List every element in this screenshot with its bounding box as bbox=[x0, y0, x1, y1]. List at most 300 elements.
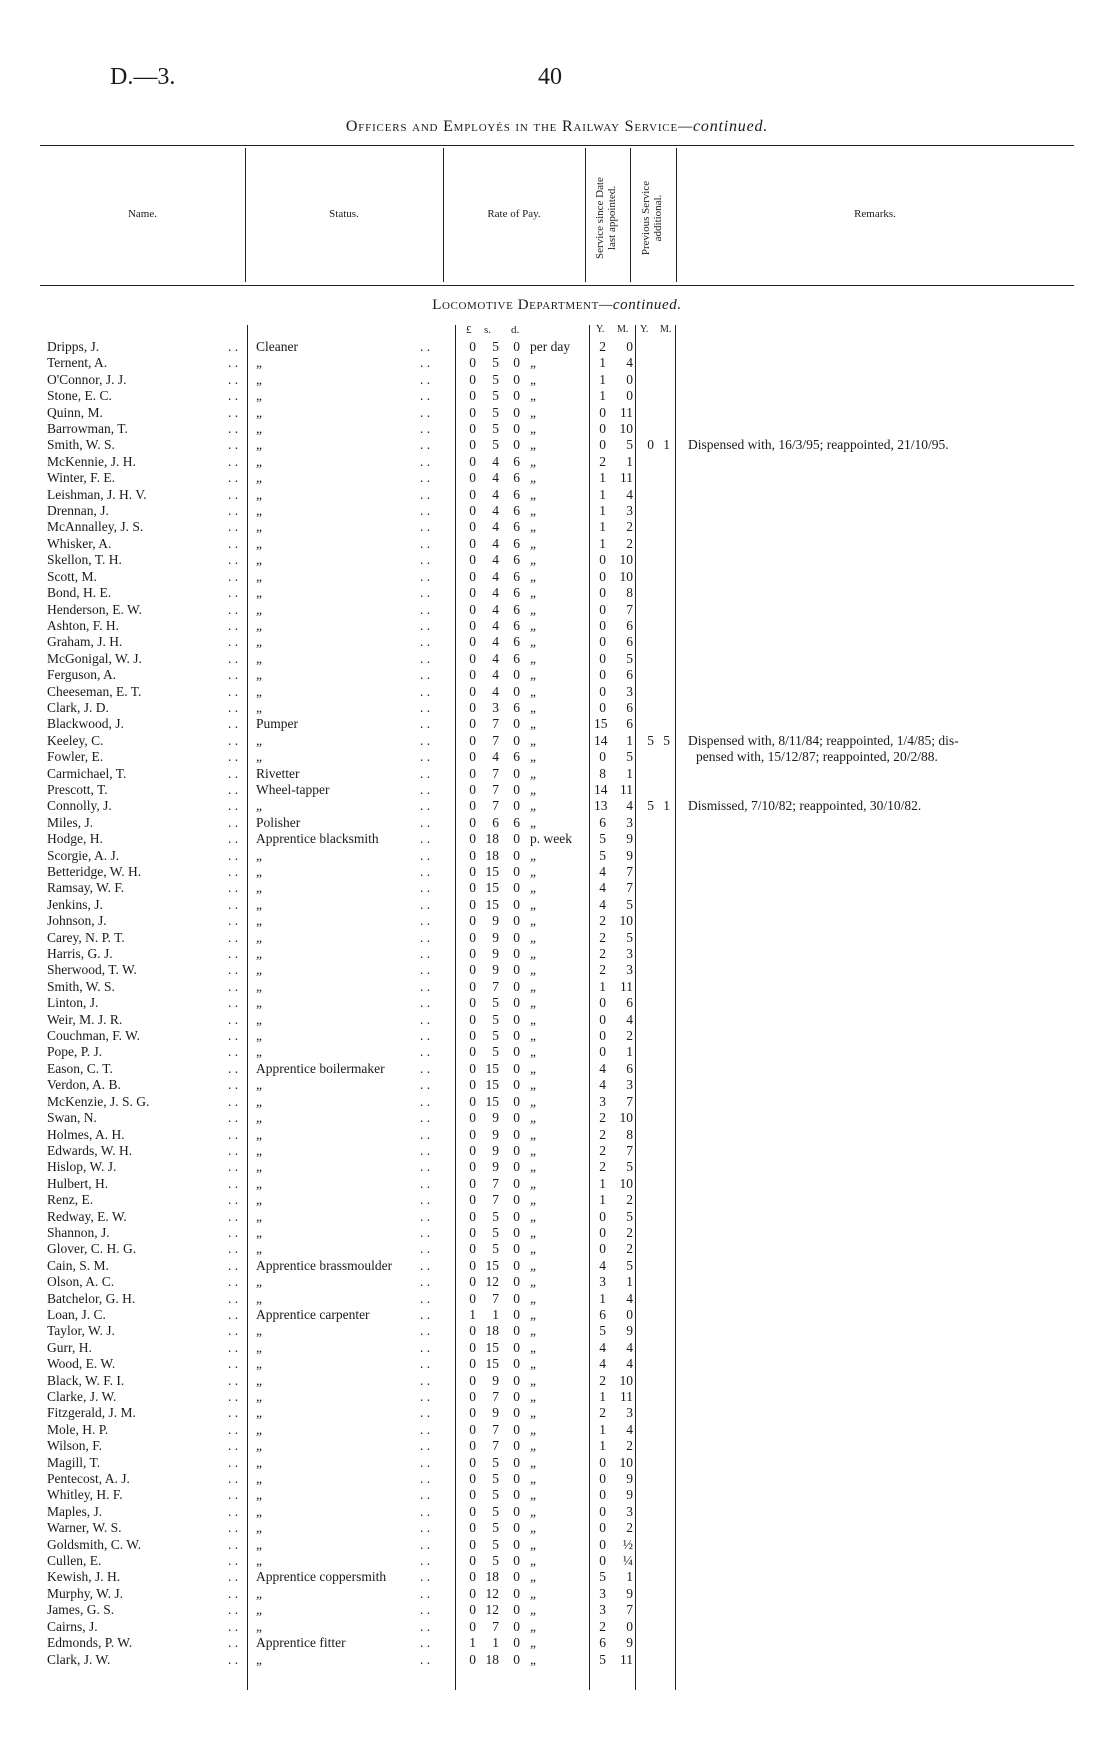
pay-period: „ bbox=[530, 1126, 536, 1142]
leader-dots: . . bbox=[420, 1060, 431, 1076]
pay-pence: 6 bbox=[513, 486, 520, 502]
pay-period: „ bbox=[530, 1438, 536, 1454]
pay-shillings: 15 bbox=[485, 1257, 499, 1273]
employee-name: Hulbert, H. bbox=[47, 1175, 109, 1191]
pay-period: „ bbox=[530, 667, 536, 683]
employee-name: Murphy, W. J. bbox=[47, 1585, 124, 1601]
service-years: 0 bbox=[599, 585, 606, 601]
table-row bbox=[0, 1438, 1114, 1454]
leader-dots: . . bbox=[228, 765, 239, 781]
service-years: 0 bbox=[599, 1487, 606, 1503]
leader-dots: . . bbox=[228, 1011, 239, 1027]
employee-status: „ bbox=[256, 371, 262, 387]
service-months: 6 bbox=[626, 1060, 633, 1076]
table-row bbox=[0, 913, 1114, 929]
pay-period: „ bbox=[530, 749, 536, 765]
employee-status: „ bbox=[256, 1503, 262, 1519]
leader-dots: . . bbox=[228, 1635, 239, 1651]
employee-name: Quinn, M. bbox=[47, 404, 103, 420]
pay-pounds: 0 bbox=[469, 470, 476, 486]
leader-dots: . . bbox=[420, 847, 431, 863]
pay-period: „ bbox=[530, 1520, 536, 1536]
service-years: 4 bbox=[599, 1077, 606, 1093]
pay-pounds: 0 bbox=[469, 503, 476, 519]
leader-dots: . . bbox=[228, 1585, 239, 1601]
service-years: 2 bbox=[599, 1126, 606, 1142]
leader-dots: . . bbox=[228, 798, 239, 814]
service-years: 0 bbox=[599, 617, 606, 633]
leader-dots: . . bbox=[420, 601, 431, 617]
pay-period: „ bbox=[530, 1060, 536, 1076]
leader-dots: . . bbox=[228, 1618, 239, 1634]
table-row bbox=[0, 1602, 1114, 1618]
service-months: 7 bbox=[626, 1093, 633, 1109]
table-row bbox=[0, 1487, 1114, 1503]
pay-period: „ bbox=[530, 1339, 536, 1355]
employee-status: „ bbox=[256, 568, 262, 584]
pay-pence: 0 bbox=[513, 437, 520, 453]
leader-dots: . . bbox=[228, 421, 239, 437]
service-months: 1 bbox=[626, 1274, 633, 1290]
leader-dots: . . bbox=[420, 1471, 431, 1487]
employee-table bbox=[0, 339, 1114, 1668]
leader-dots: . . bbox=[228, 1028, 239, 1044]
employee-name: Ramsay, W. F. bbox=[47, 880, 125, 896]
pay-period: „ bbox=[530, 781, 536, 797]
employee-status: „ bbox=[256, 650, 262, 666]
pay-pounds: 0 bbox=[469, 913, 476, 929]
pay-period: „ bbox=[530, 1224, 536, 1240]
pay-period: „ bbox=[530, 1471, 536, 1487]
table-row bbox=[0, 388, 1114, 404]
pay-pence: 0 bbox=[513, 1290, 520, 1306]
pay-pence: 0 bbox=[513, 896, 520, 912]
leader-dots: . . bbox=[228, 1536, 239, 1552]
table-row bbox=[0, 930, 1114, 946]
pay-pounds: 0 bbox=[469, 699, 476, 715]
employee-status: „ bbox=[256, 1405, 262, 1421]
employee-name: Olson, A. C. bbox=[47, 1274, 115, 1290]
leader-dots: . . bbox=[420, 1438, 431, 1454]
service-years: 2 bbox=[599, 1110, 606, 1126]
pay-shillings: 4 bbox=[492, 650, 499, 666]
pay-pounds: 0 bbox=[469, 929, 476, 945]
leader-dots: . . bbox=[420, 355, 431, 371]
employee-name: Goldsmith, C. W. bbox=[47, 1536, 142, 1552]
pay-period: „ bbox=[530, 617, 536, 633]
pay-shillings: 15 bbox=[485, 1093, 499, 1109]
leader-dots: . . bbox=[420, 1126, 431, 1142]
leader-dots: . . bbox=[228, 1093, 239, 1109]
leader-dots: . . bbox=[228, 1503, 239, 1519]
leader-dots: . . bbox=[420, 946, 431, 962]
leader-dots: . . bbox=[420, 650, 431, 666]
pay-pounds: 0 bbox=[469, 1323, 476, 1339]
employee-name: Whisker, A. bbox=[47, 535, 112, 551]
pay-pence: 0 bbox=[513, 371, 520, 387]
table-row bbox=[0, 1241, 1114, 1257]
pay-pounds: 0 bbox=[469, 1602, 476, 1618]
service-months: 11 bbox=[620, 470, 633, 486]
leader-dots: . . bbox=[228, 519, 239, 535]
pay-pence: 0 bbox=[513, 1618, 520, 1634]
employee-status: „ bbox=[256, 421, 262, 437]
pay-shillings: 9 bbox=[492, 946, 499, 962]
pay-shillings: 4 bbox=[492, 470, 499, 486]
employee-name: Verdon, A. B. bbox=[47, 1077, 121, 1093]
employee-name: Loan, J. C. bbox=[47, 1306, 106, 1322]
leader-dots: . . bbox=[420, 617, 431, 633]
pay-period: „ bbox=[530, 1602, 536, 1618]
pay-pence: 0 bbox=[513, 1241, 520, 1257]
employee-name: Eason, C. T. bbox=[47, 1060, 113, 1076]
pound-label: £ bbox=[466, 324, 472, 336]
table-row bbox=[0, 634, 1114, 650]
table-row bbox=[0, 1159, 1114, 1175]
service-months: 0 bbox=[626, 339, 633, 354]
leader-dots: . . bbox=[420, 1208, 431, 1224]
service-months: 4 bbox=[626, 798, 633, 814]
pay-pence: 0 bbox=[513, 716, 520, 732]
service-years: 5 bbox=[599, 1323, 606, 1339]
service-years: 2 bbox=[599, 946, 606, 962]
employee-status: „ bbox=[256, 929, 262, 945]
leader-dots: . . bbox=[228, 1060, 239, 1076]
service-months: 4 bbox=[626, 1421, 633, 1437]
leader-dots: . . bbox=[420, 1224, 431, 1240]
table-row bbox=[0, 1323, 1114, 1339]
pay-period: „ bbox=[530, 699, 536, 715]
service-years: 2 bbox=[599, 1405, 606, 1421]
pay-pence: 0 bbox=[513, 1224, 520, 1240]
employee-status: Cleaner bbox=[256, 339, 298, 354]
employee-name: Drennan, J. bbox=[47, 503, 109, 519]
service-months: 8 bbox=[626, 1126, 633, 1142]
service-years: 1 bbox=[599, 388, 606, 404]
employee-status: „ bbox=[256, 1372, 262, 1388]
employee-status: „ bbox=[256, 1356, 262, 1372]
service-years: 6 bbox=[599, 1635, 606, 1651]
pay-period: „ bbox=[530, 1635, 536, 1651]
employee-status: „ bbox=[256, 732, 262, 748]
pay-shillings: 7 bbox=[492, 1438, 499, 1454]
employee-status: „ bbox=[256, 470, 262, 486]
pay-pounds: 0 bbox=[469, 371, 476, 387]
pay-pounds: 0 bbox=[469, 1077, 476, 1093]
employee-name: Kewish, J. H. bbox=[47, 1569, 121, 1585]
leader-dots: . . bbox=[420, 552, 431, 568]
table-row bbox=[0, 487, 1114, 503]
employee-name: McKenzie, J. S. G. bbox=[47, 1093, 150, 1109]
service-years: 1 bbox=[599, 1421, 606, 1437]
pay-pence: 0 bbox=[513, 1274, 520, 1290]
table-row bbox=[0, 1291, 1114, 1307]
pay-period: „ bbox=[530, 650, 536, 666]
leader-dots: . . bbox=[420, 880, 431, 896]
pay-pounds: 0 bbox=[469, 1651, 476, 1667]
service-years: 6 bbox=[599, 814, 606, 830]
pay-pence: 0 bbox=[513, 1060, 520, 1076]
leader-dots: . . bbox=[420, 1028, 431, 1044]
pay-shillings: 7 bbox=[492, 765, 499, 781]
pay-shillings: 5 bbox=[492, 355, 499, 371]
table-row bbox=[0, 1520, 1114, 1536]
pay-pounds: 0 bbox=[469, 404, 476, 420]
leader-dots: . . bbox=[420, 1405, 431, 1421]
employee-status: „ bbox=[256, 1553, 262, 1569]
previous-header-line2: additional. bbox=[652, 194, 664, 242]
pay-period: „ bbox=[530, 864, 536, 879]
employee-status: „ bbox=[256, 978, 262, 994]
service-years: 0 bbox=[599, 568, 606, 584]
employee-status: „ bbox=[256, 1241, 262, 1257]
service-months: 9 bbox=[626, 1471, 633, 1487]
pay-pence: 6 bbox=[513, 634, 520, 650]
service-months: 5 bbox=[626, 929, 633, 945]
table-row bbox=[0, 1356, 1114, 1372]
leader-dots: . . bbox=[228, 601, 239, 617]
pay-shillings: 15 bbox=[485, 1339, 499, 1355]
service-months: ½ bbox=[622, 1536, 633, 1552]
table-row bbox=[0, 1652, 1114, 1668]
service-years: 1 bbox=[599, 1175, 606, 1191]
leader-dots: . . bbox=[228, 929, 239, 945]
previous-months: 1 bbox=[663, 437, 670, 453]
employee-name: James, G. S. bbox=[47, 1602, 115, 1618]
column-header-previous bbox=[640, 158, 666, 278]
pay-pence: 6 bbox=[513, 601, 520, 617]
service-years: 0 bbox=[599, 1241, 606, 1257]
pay-pence: 0 bbox=[513, 831, 520, 847]
service-years: 1 bbox=[599, 1389, 606, 1404]
employee-status: „ bbox=[256, 1585, 262, 1601]
remarks: Dispensed with, 16/3/95; reappointed, 21/10/95. bbox=[688, 437, 949, 453]
previous-months: 1 bbox=[663, 798, 670, 814]
employee-name: Fowler, E. bbox=[47, 749, 104, 765]
service-months: 7 bbox=[626, 1142, 633, 1158]
service-months: 6 bbox=[626, 699, 633, 715]
employee-name: Scorgie, A. J. bbox=[47, 847, 120, 863]
pay-pounds: 0 bbox=[469, 1471, 476, 1487]
leader-dots: . . bbox=[228, 913, 239, 929]
employee-status: Rivetter bbox=[256, 765, 300, 781]
title-continued: —continued. bbox=[677, 118, 769, 135]
previous-header-line1: Previous Service bbox=[640, 180, 652, 256]
leader-dots: . . bbox=[228, 962, 239, 978]
service-months: 2 bbox=[626, 1028, 633, 1044]
leader-dots: . . bbox=[420, 388, 431, 404]
service-months: 9 bbox=[626, 1585, 633, 1601]
leader-dots: . . bbox=[420, 1651, 431, 1667]
table-row bbox=[0, 1340, 1114, 1356]
service-years: 0 bbox=[599, 1503, 606, 1519]
pay-pence: 0 bbox=[513, 667, 520, 683]
employee-status: Apprentice carpenter bbox=[256, 1306, 370, 1322]
service-months: 2 bbox=[626, 1520, 633, 1536]
service-years: 1 bbox=[599, 355, 606, 371]
leader-dots: . . bbox=[420, 1602, 431, 1618]
pay-pence: 0 bbox=[513, 1372, 520, 1388]
leader-dots: . . bbox=[420, 864, 431, 879]
service-months: 1 bbox=[626, 1044, 633, 1060]
service-years: 1 bbox=[599, 519, 606, 535]
service-years: 1 bbox=[599, 978, 606, 994]
table-row bbox=[0, 470, 1114, 486]
pay-period: „ bbox=[530, 1142, 536, 1158]
service-months: 6 bbox=[626, 667, 633, 683]
pay-period: „ bbox=[530, 913, 536, 929]
pay-shillings: 9 bbox=[492, 1372, 499, 1388]
service-years: 0 bbox=[599, 1028, 606, 1044]
table-row bbox=[0, 1209, 1114, 1225]
leader-dots: . . bbox=[420, 585, 431, 601]
employee-name: Linton, J. bbox=[47, 995, 99, 1011]
leader-dots: . . bbox=[228, 781, 239, 797]
service-years: 3 bbox=[599, 1093, 606, 1109]
pay-pence: 0 bbox=[513, 1389, 520, 1404]
service-months: 3 bbox=[626, 1503, 633, 1519]
employee-name: Fitzgerald, J. M. bbox=[47, 1405, 136, 1421]
pay-pounds: 0 bbox=[469, 519, 476, 535]
service-months: 9 bbox=[626, 1635, 633, 1651]
leader-dots: . . bbox=[420, 1159, 431, 1175]
service-years: 4 bbox=[599, 864, 606, 879]
pay-period: „ bbox=[530, 732, 536, 748]
table-row bbox=[0, 536, 1114, 552]
service-months: 3 bbox=[626, 683, 633, 699]
pay-period: „ bbox=[530, 1044, 536, 1060]
leader-dots: . . bbox=[420, 798, 431, 814]
pay-shillings: 7 bbox=[492, 716, 499, 732]
pay-period: „ bbox=[530, 568, 536, 584]
pay-period: „ bbox=[530, 1077, 536, 1093]
section-title-main: Locomotive Department bbox=[432, 297, 599, 313]
employee-name: Betteridge, W. H. bbox=[47, 864, 142, 879]
leader-dots: . . bbox=[228, 716, 239, 732]
leader-dots: . . bbox=[228, 1372, 239, 1388]
leader-dots: . . bbox=[420, 1454, 431, 1470]
service-years: 0 bbox=[599, 1520, 606, 1536]
table-row bbox=[0, 1077, 1114, 1093]
leader-dots: . . bbox=[420, 519, 431, 535]
pay-period: „ bbox=[530, 995, 536, 1011]
header-divider bbox=[585, 148, 586, 282]
pay-pounds: 0 bbox=[469, 421, 476, 437]
pay-period: „ bbox=[530, 1192, 536, 1208]
employee-status: Apprentice brassmoulder bbox=[256, 1257, 393, 1273]
employee-name: Edwards, W. H. bbox=[47, 1142, 133, 1158]
table-row bbox=[0, 1455, 1114, 1471]
page-title bbox=[0, 118, 1114, 136]
table-row bbox=[0, 1192, 1114, 1208]
leader-dots: . . bbox=[228, 1224, 239, 1240]
employee-status: „ bbox=[256, 1487, 262, 1503]
service-years: 4 bbox=[599, 1257, 606, 1273]
service-years: 5 bbox=[599, 1569, 606, 1585]
pay-pounds: 0 bbox=[469, 1011, 476, 1027]
pay-period: „ bbox=[530, 847, 536, 863]
pay-pence: 0 bbox=[513, 1110, 520, 1126]
leader-dots: . . bbox=[420, 1274, 431, 1290]
pay-pounds: 0 bbox=[469, 535, 476, 551]
service-months: 10 bbox=[619, 913, 633, 929]
employee-name: Harris, G. J. bbox=[47, 946, 113, 962]
pay-pounds: 0 bbox=[469, 355, 476, 371]
service-months: 6 bbox=[626, 617, 633, 633]
employee-name: Magill, T. bbox=[47, 1454, 101, 1470]
service-months: 2 bbox=[626, 519, 633, 535]
pay-shillings: 3 bbox=[492, 699, 499, 715]
leader-dots: . . bbox=[228, 1405, 239, 1421]
service-years: 2 bbox=[599, 1618, 606, 1634]
service-months: 0 bbox=[626, 1306, 633, 1322]
pay-pounds: 0 bbox=[469, 995, 476, 1011]
table-row bbox=[0, 733, 1114, 749]
pay-period: „ bbox=[530, 946, 536, 962]
pay-pounds: 0 bbox=[469, 781, 476, 797]
employee-name: Jenkins, J. bbox=[47, 896, 103, 912]
employee-name: Clark, J. D. bbox=[47, 699, 109, 715]
pay-period: „ bbox=[530, 1011, 536, 1027]
leader-dots: . . bbox=[228, 486, 239, 502]
service-months: 1 bbox=[626, 732, 633, 748]
service-years: 2 bbox=[599, 339, 606, 354]
leader-dots: . . bbox=[228, 453, 239, 469]
employee-name: Maples, J. bbox=[47, 1503, 103, 1519]
pay-period: „ bbox=[530, 1175, 536, 1191]
pay-pence: 0 bbox=[513, 1257, 520, 1273]
service-months: 7 bbox=[626, 1602, 633, 1618]
employee-status: „ bbox=[256, 404, 262, 420]
pay-pence: 6 bbox=[513, 568, 520, 584]
employee-name: Smith, W. S. bbox=[47, 437, 115, 453]
pay-pence: 0 bbox=[513, 1487, 520, 1503]
employee-status: „ bbox=[256, 617, 262, 633]
employee-name: Mole, H. P. bbox=[47, 1421, 109, 1437]
employee-status: Apprentice boilermaker bbox=[256, 1060, 385, 1076]
service-years: 0 bbox=[599, 552, 606, 568]
employee-status: „ bbox=[256, 585, 262, 601]
pay-pounds: 0 bbox=[469, 749, 476, 765]
employee-name: Hodge, H. bbox=[47, 831, 103, 847]
pay-pounds: 0 bbox=[469, 1356, 476, 1372]
employee-name: Edmonds, P. W. bbox=[47, 1635, 133, 1651]
employee-name: Warner, W. S. bbox=[47, 1520, 122, 1536]
employee-status: Apprentice fitter bbox=[256, 1635, 346, 1651]
leader-dots: . . bbox=[228, 683, 239, 699]
employee-name: Leishman, J. H. V. bbox=[47, 486, 147, 502]
employee-name: Henderson, E. W. bbox=[47, 601, 142, 617]
table-row bbox=[0, 848, 1114, 864]
pay-pence: 0 bbox=[513, 1553, 520, 1569]
employee-status: Wheel-tapper bbox=[256, 781, 330, 797]
pay-pence: 6 bbox=[513, 650, 520, 666]
pay-pounds: 0 bbox=[469, 1569, 476, 1585]
pay-pounds: 0 bbox=[469, 831, 476, 847]
pay-shillings: 18 bbox=[485, 1569, 499, 1585]
table-row bbox=[0, 1012, 1114, 1028]
leader-dots: . . bbox=[420, 1306, 431, 1322]
pay-pounds: 0 bbox=[469, 1175, 476, 1191]
table-row bbox=[0, 1619, 1114, 1635]
service-months: 11 bbox=[620, 781, 633, 797]
document-id: D.—3. bbox=[110, 64, 176, 90]
service-months: 2 bbox=[626, 1192, 633, 1208]
pay-shillings: 15 bbox=[485, 1077, 499, 1093]
service-months: 4 bbox=[626, 1290, 633, 1306]
leader-dots: . . bbox=[420, 1372, 431, 1388]
service-months: 5 bbox=[626, 1257, 633, 1273]
